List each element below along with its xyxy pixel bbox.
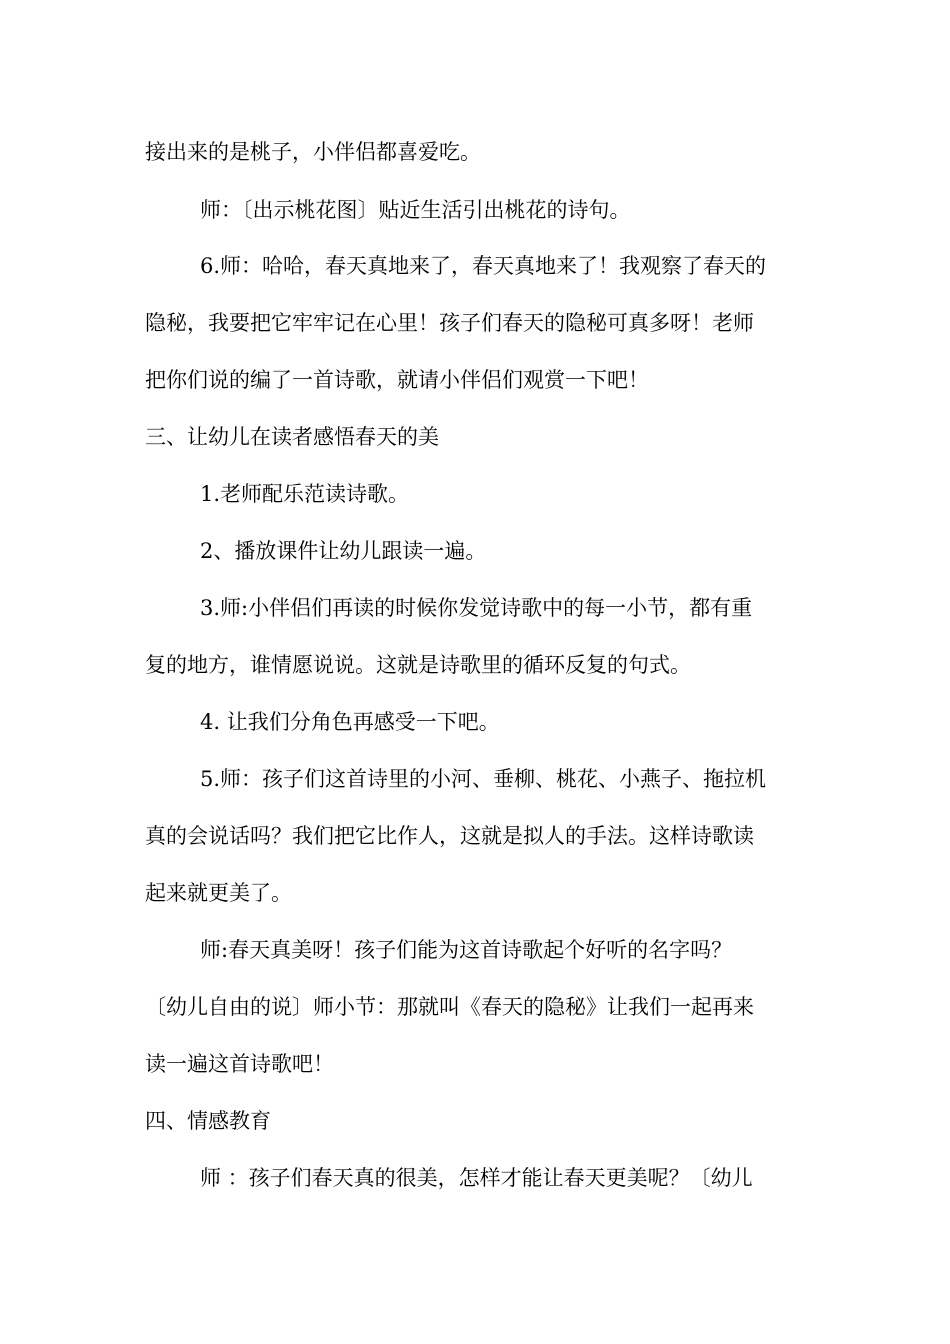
- text-line: 3.师:小伴侣们再读的时候你发觉诗歌中的每一小节，都有重: [200, 596, 753, 620]
- text-line: 〔幼儿自由的说〕师小节：那就叫《春天的隐秘》让我们一起再来: [145, 995, 754, 1019]
- text-line: 师 ：孩子们春天真的很美，怎样才能让春天更美呢？〔幼儿: [200, 1166, 753, 1190]
- text-line: 1.老师配乐范读诗歌。: [200, 482, 410, 506]
- text-line: 隐秘，我要把它牢牢记在心里！孩子们春天的隐秘可真多呀！老师: [145, 311, 754, 335]
- text-line: 起来就更美了。: [145, 881, 292, 905]
- text-line: 读一遍这首诗歌吧！: [145, 1052, 334, 1076]
- text-line: 2、播放课件让幼儿跟读一遍。: [200, 539, 487, 563]
- text-line: 真的会说话吗？我们把它比作人，这就是拟人的手法。这样诗歌读: [145, 824, 754, 848]
- text-line: 4. 让我们分角色再感受一下吧。: [200, 710, 500, 734]
- text-line: 师:春天真美呀！孩子们能为这首诗歌起个好听的名字吗？: [200, 938, 733, 962]
- text-line: 6.师：哈哈，春天真地来了，春天真地来了！我观察了春天的: [200, 254, 767, 278]
- text-line: 师：〔出示桃花图〕贴近生活引出桃花的诗句。: [200, 198, 631, 222]
- section-heading: 四、情感教育: [145, 1109, 271, 1133]
- text-line: 接出来的是桃子，小伴侣都喜爱吃。: [145, 140, 481, 164]
- section-heading: 三、让幼儿在读者感悟春天的美: [145, 425, 439, 449]
- text-line: 把你们说的编了一首诗歌，就请小伴侣们观赏一下吧！: [145, 368, 649, 392]
- text-line: 复的地方，谁情愿说说。这就是诗歌里的循环反复的句式。: [145, 653, 691, 677]
- text-line: 5.师：孩子们这首诗里的小河、垂柳、桃花、小燕子、拖拉机: [200, 767, 767, 791]
